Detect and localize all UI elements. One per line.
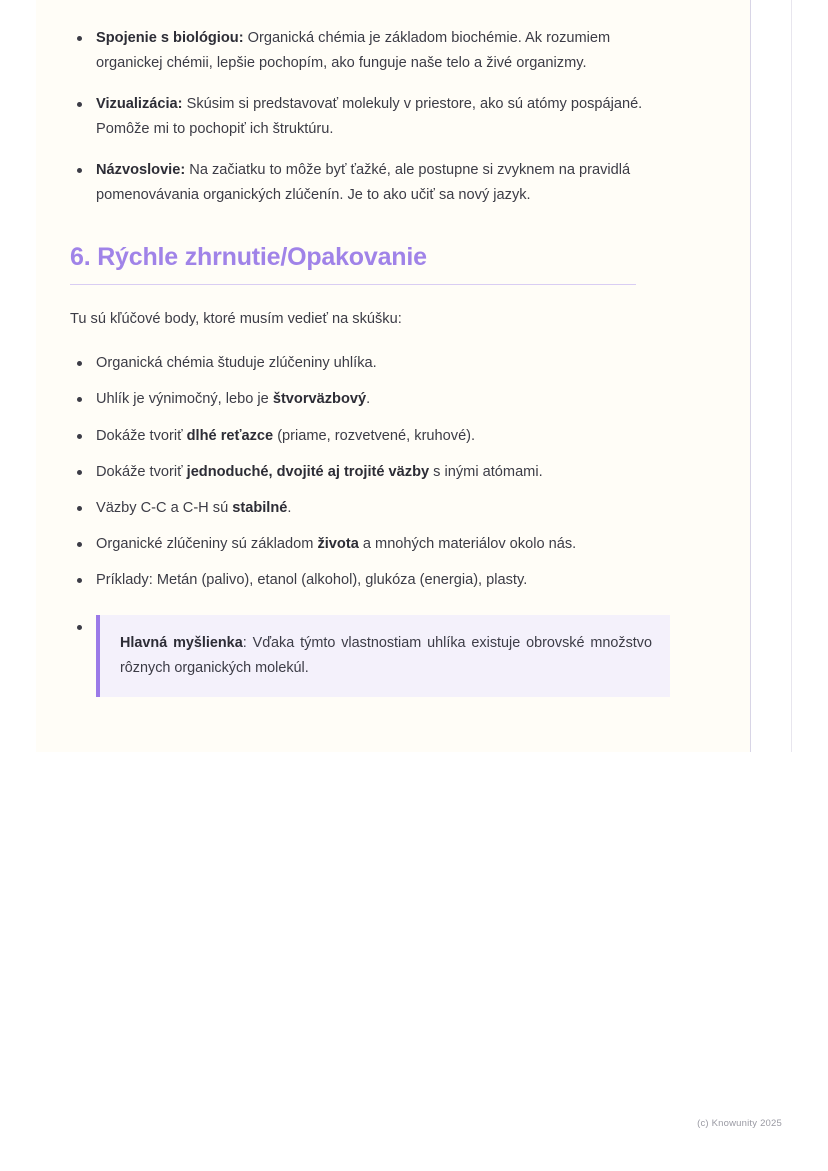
list-item	[70, 532, 670, 557]
summary-bold: štvorväzbový	[272, 391, 367, 408]
tip-label: Názvoslovie:	[96, 162, 186, 179]
tip-text: Skúsim si predstavovať molekuly v priestore, ako sú atómy pospájané. Pomôže mi to pochopiť ich štruktúru.	[96, 96, 643, 138]
callout-text: : Vďaka týmto vlastnostiam uhlíka existuje obrovské množstvo rôznych organických molekúl.	[120, 635, 652, 677]
summary-pre: Dokáže tvoriť	[96, 427, 187, 444]
section-lead-text: Tu sú kľúčové body, ktoré musím vedieť na skúšku:	[70, 310, 402, 327]
list-item	[70, 568, 670, 593]
summary-bold: jednoduché, dvojité aj trojité väzby	[186, 463, 430, 480]
tip-label: Spojenie s biológiou:	[96, 30, 244, 46]
summary-pre: Väzby C-C a C-H sú	[96, 499, 233, 516]
list-item	[70, 351, 670, 376]
summary-bold: dlhé reťazce	[186, 427, 274, 444]
summary-pre: Príklady: Metán (palivo), etanol (alkohol), glukóza (energia), plasty.	[96, 571, 528, 588]
tips-list	[70, 26, 670, 209]
summary-pre: Organické zlúčeniny sú základom	[96, 535, 318, 552]
document-page	[36, 0, 792, 752]
list-item	[70, 460, 670, 485]
section-heading: 6. Rýchle zhrnutie/Opakovanie	[70, 242, 427, 271]
tip-text: Organická chémia je základom biochémie. Ak rozumiem organickej chémii, lepšie pochopím, ako funguje naše telo a živé organizmy.	[96, 30, 611, 72]
summary-bold: života	[317, 535, 359, 552]
summary-pre: Organická chémia študuje zlúčeniny uhlíka.	[96, 355, 377, 372]
key-idea-callout	[96, 615, 670, 697]
list-item	[70, 387, 670, 412]
section-divider	[70, 284, 636, 285]
summary-post: .	[366, 391, 371, 408]
list-item-callout	[70, 615, 670, 697]
summary-post: a mnohých materiálov okolo nás.	[358, 535, 577, 552]
summary-post: s inými atómami.	[429, 463, 543, 480]
tip-text: Na začiatku to môže byť ťažké, ale postupne si zvyknem na pravidlá pomenovávania organických zlúčenín. Je to ako učiť sa nový jazyk.	[96, 162, 631, 204]
callout-label: Hlavná myšlienka	[120, 635, 243, 652]
document-content	[70, 26, 670, 697]
list-item	[70, 26, 670, 76]
page-right-rail	[750, 0, 791, 752]
list-item	[70, 92, 670, 142]
copyright-footer: (c) Knowunity 2025	[697, 1118, 782, 1129]
summary-pre: Uhlík je výnimočný, lebo je	[96, 391, 273, 408]
summary-list	[70, 351, 670, 697]
summary-bold: stabilné	[232, 499, 288, 516]
summary-post: (priame, rozvetvené, kruhové).	[273, 427, 476, 444]
summary-pre: Dokáže tvoriť	[96, 463, 187, 480]
list-item	[70, 158, 670, 208]
list-item	[70, 424, 670, 449]
list-item	[70, 496, 670, 521]
tip-label: Vizualizácia:	[96, 96, 183, 113]
summary-post: .	[287, 499, 292, 516]
